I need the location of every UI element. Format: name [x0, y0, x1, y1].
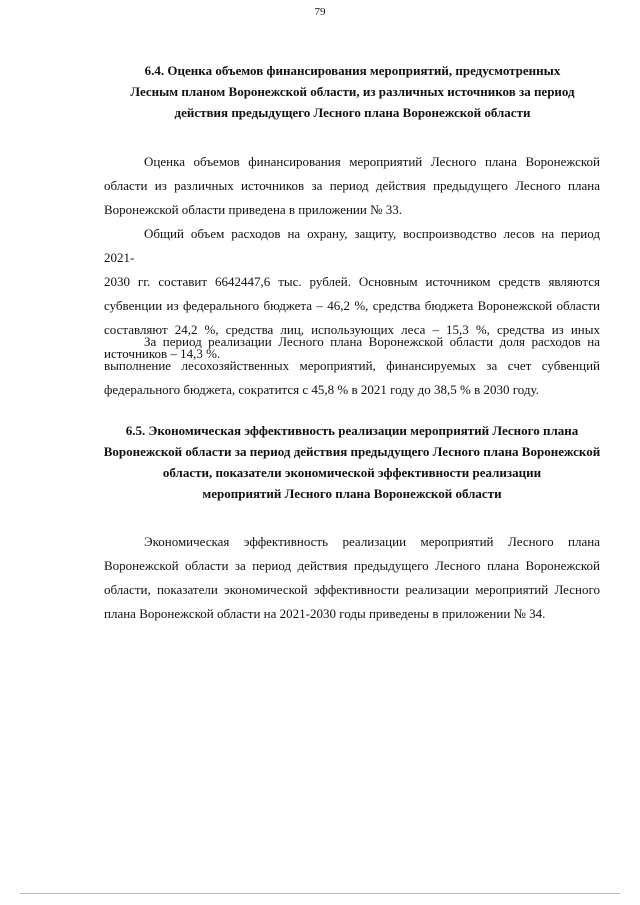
- paragraph-line: составляют 24,2 %, средства лиц, использующих леса – 15,3 %, средства из иных: [104, 322, 600, 337]
- heading-line: 6.5. Экономическая эффективность реализации мероприятий Лесного плана: [125, 423, 579, 438]
- paragraph-line: плана Воронежской области на 2021-2030 годы приведены в приложении № 34.: [104, 606, 546, 621]
- paragraph-line: области, показатели экономической эффективности реализации мероприятий Лесного: [104, 582, 600, 597]
- paragraph-line: Экономическая эффективность реализации мероприятий Лесного плана: [144, 534, 600, 549]
- section-6-4-paragraph-1: [104, 150, 600, 222]
- paragraph-line: 2030 гг. составит 6642447,6 тыс. рублей. Основным источником средств являются: [104, 274, 600, 289]
- paragraph-line: Воронежской области за период действия предыдущего Лесного плана Воронежской: [104, 558, 600, 573]
- heading-line: мероприятий Лесного плана Воронежской области: [202, 486, 502, 501]
- paragraph-line: выполнение лесохозяйственных мероприятий, финансируемых за счет субвенций: [104, 358, 600, 373]
- paragraph-line: Оценка объемов финансирования мероприятий Лесного плана Воронежской: [144, 154, 600, 169]
- section-6-4-heading: [100, 60, 605, 123]
- heading-line: действия предыдущего Лесного плана Воронежской области: [174, 105, 531, 120]
- heading-line: Лесным планом Воронежской области, из различных источников за период: [130, 84, 575, 99]
- paragraph-line: источников – 14,3 %.: [104, 346, 221, 361]
- paragraph-line: федерального бюджета, сократится с 45,8 % в 2021 году до 38,5 % в 2030 году.: [104, 382, 539, 397]
- section-6-5-paragraph-1: [104, 530, 600, 626]
- paragraph-line: субвенции из федерального бюджета – 46,2 %, средства бюджета Воронежской области: [104, 298, 600, 313]
- paragraph-line: области из различных источников за период действия предыдущего Лесного плана: [104, 178, 600, 193]
- paragraph-line: За период реализации Лесного плана Воронежской области доля расходов на: [144, 334, 600, 349]
- paragraph-line: Общий объем расходов на охрану, защиту, воспроизводство лесов на период 2021-: [104, 226, 600, 265]
- heading-line: Воронежской области за период действия предыдущего Лесного плана Воронежской: [103, 444, 601, 459]
- paragraph-line: Воронежской области приведена в приложении № 33.: [104, 202, 402, 217]
- heading-line: 6.4. Оценка объемов финансирования мероприятий, предусмотренных: [144, 63, 561, 78]
- section-6-4-paragraph-3: [104, 330, 600, 402]
- page-number: 79: [314, 6, 326, 18]
- scan-edge-divider: [20, 893, 620, 894]
- section-6-5-heading: [96, 420, 608, 504]
- heading-line: области, показатели экономической эффективности реализации: [162, 465, 542, 480]
